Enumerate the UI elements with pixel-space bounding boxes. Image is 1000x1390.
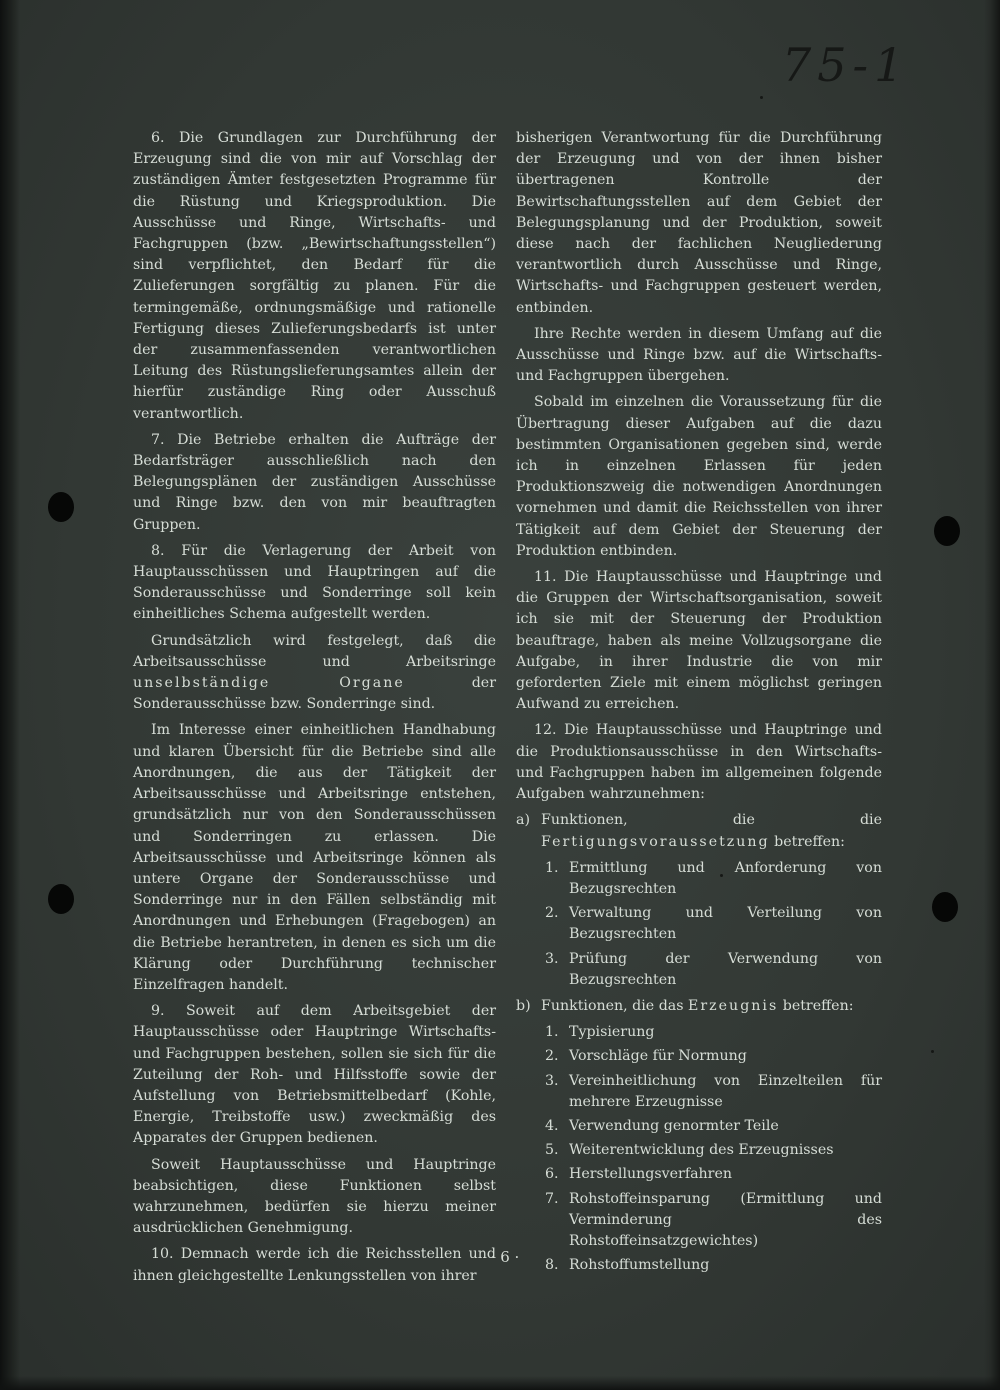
list-text: Prüfung der Verwendung von Bezugsrechten xyxy=(569,950,882,988)
handwritten-page-mark: 75-1 xyxy=(782,38,910,92)
page-edge-left xyxy=(0,0,20,1390)
emphasis-text: Erzeugnis xyxy=(688,997,779,1014)
list-number: 2. xyxy=(545,905,559,922)
emphasis-text: Fertigungsvoraussetzung xyxy=(541,833,770,850)
text-run: Grundsätzlich wird festgelegt, daß die Arbeitsausschüsse und Arbeitsringe xyxy=(133,632,496,670)
right-column xyxy=(516,128,882,1279)
left-column xyxy=(133,128,496,1292)
punch-hole-right-lower xyxy=(932,892,958,922)
page-edge-right xyxy=(984,0,1000,1390)
list-item xyxy=(516,949,882,991)
list-number: 7. xyxy=(545,1190,559,1207)
list-marker: b) xyxy=(516,997,531,1014)
page-edge-bottom xyxy=(0,1376,1000,1390)
list-number: 3. xyxy=(545,1072,559,1089)
list-text: Verwendung genormter Teile xyxy=(569,1117,779,1134)
text-run: betreffen: xyxy=(778,997,854,1014)
punch-hole-right-upper xyxy=(934,516,960,546)
paragraph-12: 12. Die Hauptausschüsse und Hauptringe und die Produktionsausschüsse in den Wirtschafts- und Fachgruppen haben im allgemeinen folgende Aufgaben wahrzunehmen: xyxy=(516,722,882,803)
text-run: betreffen: xyxy=(769,833,845,850)
list-text: Herstellungsverfahren xyxy=(569,1166,732,1183)
list-number: 1. xyxy=(545,1024,559,1041)
list-item xyxy=(516,858,882,900)
paragraph-10-rights: Ihre Rechte werden in diesem Umfang auf die Ausschüsse und Ringe bzw. auf die Wirtschafts- und Fachgruppen übergehen. xyxy=(516,325,882,385)
list-group-b xyxy=(516,996,882,1017)
list-item xyxy=(516,1189,882,1253)
list-number: 3. xyxy=(545,950,559,967)
list-item xyxy=(516,1071,882,1113)
speck xyxy=(760,96,763,99)
paragraph-8: 8. Für die Verlagerung der Arbeit von Hauptausschüssen und Hauptringen auf die Sonderausschüsse und Sonderringe soll kein einheitliches Schema aufgestellt werden. xyxy=(133,542,496,623)
list-number: 4. xyxy=(545,1117,559,1134)
list-item xyxy=(516,1140,882,1161)
paragraph-10-decrees: Sobald im einzelnen die Voraussetzung für die Übertragung dieser Aufgaben auf die dazu bestimmten Organisationen gegeben sind, werde ich in einzelnen Erlassen für jeden Produktionszweig die notwendigen Anordnungen vornehmen und damit die Reichsstellen von ihrer Tätigkeit auf dem Gebiet der Steuerung der Produktion entbinden. xyxy=(516,394,882,559)
paragraph-10-start: 10. Demnach werde ich die Reichsstellen und ihnen gleichgestellte Lenkungsstellen von ihrer xyxy=(133,1246,496,1284)
list-text: Verwaltung und Verteilung von Bezugsrechten xyxy=(569,905,882,943)
list-group-a xyxy=(516,810,882,852)
text-run: der Sonderausschüsse bzw. Sonderringe sind. xyxy=(133,675,496,713)
paragraph-8-principle xyxy=(133,631,496,716)
list-item xyxy=(516,1022,882,1043)
paragraph-6: 6. Die Grundlagen zur Durchführung der Erzeugung sind die von mir auf Vorschlag der zuständigen Ämter festgesetzten Programme für die Rüstung und Kriegsproduktion. Die Ausschüsse und Ringe, Wirtschafts- und Fachgruppen (bzw. „Bewirtschaftungsstellen“) sind verpflichtet, den Bedarf für die Zulieferungen sorgfältig zu planen. Für die termingemäße, ordnungsmäßige und rationelle Fertigung dieses Zulieferungsbedarfs ist unter der zusammenfassenden verantwortlichen Leitung des Rüstungslieferungsamtes allein der hierfür zuständige Ring oder Ausschuß verantwortlich. xyxy=(133,130,496,422)
list-text: Vereinheitlichung von Einzelteilen für mehrere Erzeugnisse xyxy=(569,1072,882,1110)
list-number: 8. xyxy=(545,1257,559,1274)
list-number: 2. xyxy=(545,1048,559,1065)
list-text: Rohstoffeinsparung (Ermittlung und Verminderung des Rohstoffeinsatzgewichtes) xyxy=(569,1190,882,1249)
list-marker: a) xyxy=(516,812,530,829)
list-text: Weiterentwicklung des Erzeugnisses xyxy=(569,1142,834,1159)
list-number: 6. xyxy=(545,1166,559,1183)
list-item xyxy=(516,903,882,945)
list-number: 5. xyxy=(545,1142,559,1159)
punch-hole-left-upper xyxy=(48,492,74,522)
list-item xyxy=(516,1255,882,1276)
list-text: Typisierung xyxy=(569,1024,655,1041)
list-text: Rohstoffumstellung xyxy=(569,1257,710,1274)
paragraph-11: 11. Die Hauptausschüsse und Hauptringe und die Gruppen der Wirtschaftsorganisation, soweit ich sie mit der Steuerung der Produktion beauftrage, haben als meine Vollzugsorgane die Aufgabe, in ihrer Industrie die von mir geforderten Ziele mit einem möglichst geringen Aufwand zu erreichen. xyxy=(516,569,882,713)
list-text: Vorschläge für Normung xyxy=(569,1048,747,1065)
list-text: Ermittlung und Anforderung von Bezugsrechten xyxy=(569,859,882,897)
paragraph-7: 7. Die Betriebe erhalten die Aufträge der Bedarfsträger ausschließlich nach den Belegungsplänen der zuständigen Ausschüsse und Ringe bzw. den von mir beauftragten Gruppen. xyxy=(133,431,496,533)
list-item xyxy=(516,1046,882,1067)
list-item xyxy=(516,1116,882,1137)
page-number: · 6 · xyxy=(490,1248,520,1266)
text-run: Funktionen, die das xyxy=(541,997,689,1014)
paragraph-9: 9. Soweit auf dem Arbeitsgebiet der Hauptausschüsse oder Hauptringe Wirtschafts- und Fachgruppen bestehen, sollen sie sich für die Zuteilung der Roh- und Hilfsstoffe sowie der Aufstellung von Betriebsmittelbedarf (Kohle, Energie, Treibstoffe usw.) zweckmäßig des Apparates der Gruppen bedienen. xyxy=(133,1003,496,1147)
list-number: 1. xyxy=(545,859,559,876)
punch-hole-left-lower xyxy=(48,884,74,914)
text-run: Funktionen, die die xyxy=(541,812,882,829)
emphasis-text: unselbständige Organe xyxy=(133,675,405,692)
paragraph-8-orders: Im Interesse einer einheitlichen Handhabung und klaren Übersicht für die Betriebe sind alle Anordnungen, die aus der Tätigkeit der Arbeitsausschüsse und Arbeitsringe entstehen, grundsätzlich nur von den Sonderausschüssen und Sonderringen zu erlassen. Die Arbeitsausschüsse und Arbeitsringe können als untere Organe der Sonderausschüsse und Sonderringe nur in den Fällen selbständig mit Anordnungen und Erhebungen (Fragebogen) an die Betriebe herantreten, in denen es sich um die Klärung oder Durchführung technischer Einzelfragen handelt. xyxy=(133,722,496,993)
paragraph-9-approval: Soweit Hauptausschüsse und Hauptringe beabsichtigen, diese Funktionen selbst wahrzunehmen, bedürfen sie hierzu meiner ausdrücklichen Genehmigung. xyxy=(133,1156,496,1237)
paragraph-10-continued: bisherigen Verantwortung für die Durchführung der Erzeugung und von der ihnen bisher übertragenen Kontrolle der Bewirtschaftungsstellen auf dem Gebiet der Belegungsplanung und der Produktion, soweit diese nach der fachlichen Neugliederung verantwortlich durch Ausschüsse und Ringe, Wirtschafts- und Fachgruppen gesteuert werden, entbinden. xyxy=(516,130,882,316)
speck xyxy=(931,1050,934,1053)
list-item xyxy=(516,1164,882,1185)
